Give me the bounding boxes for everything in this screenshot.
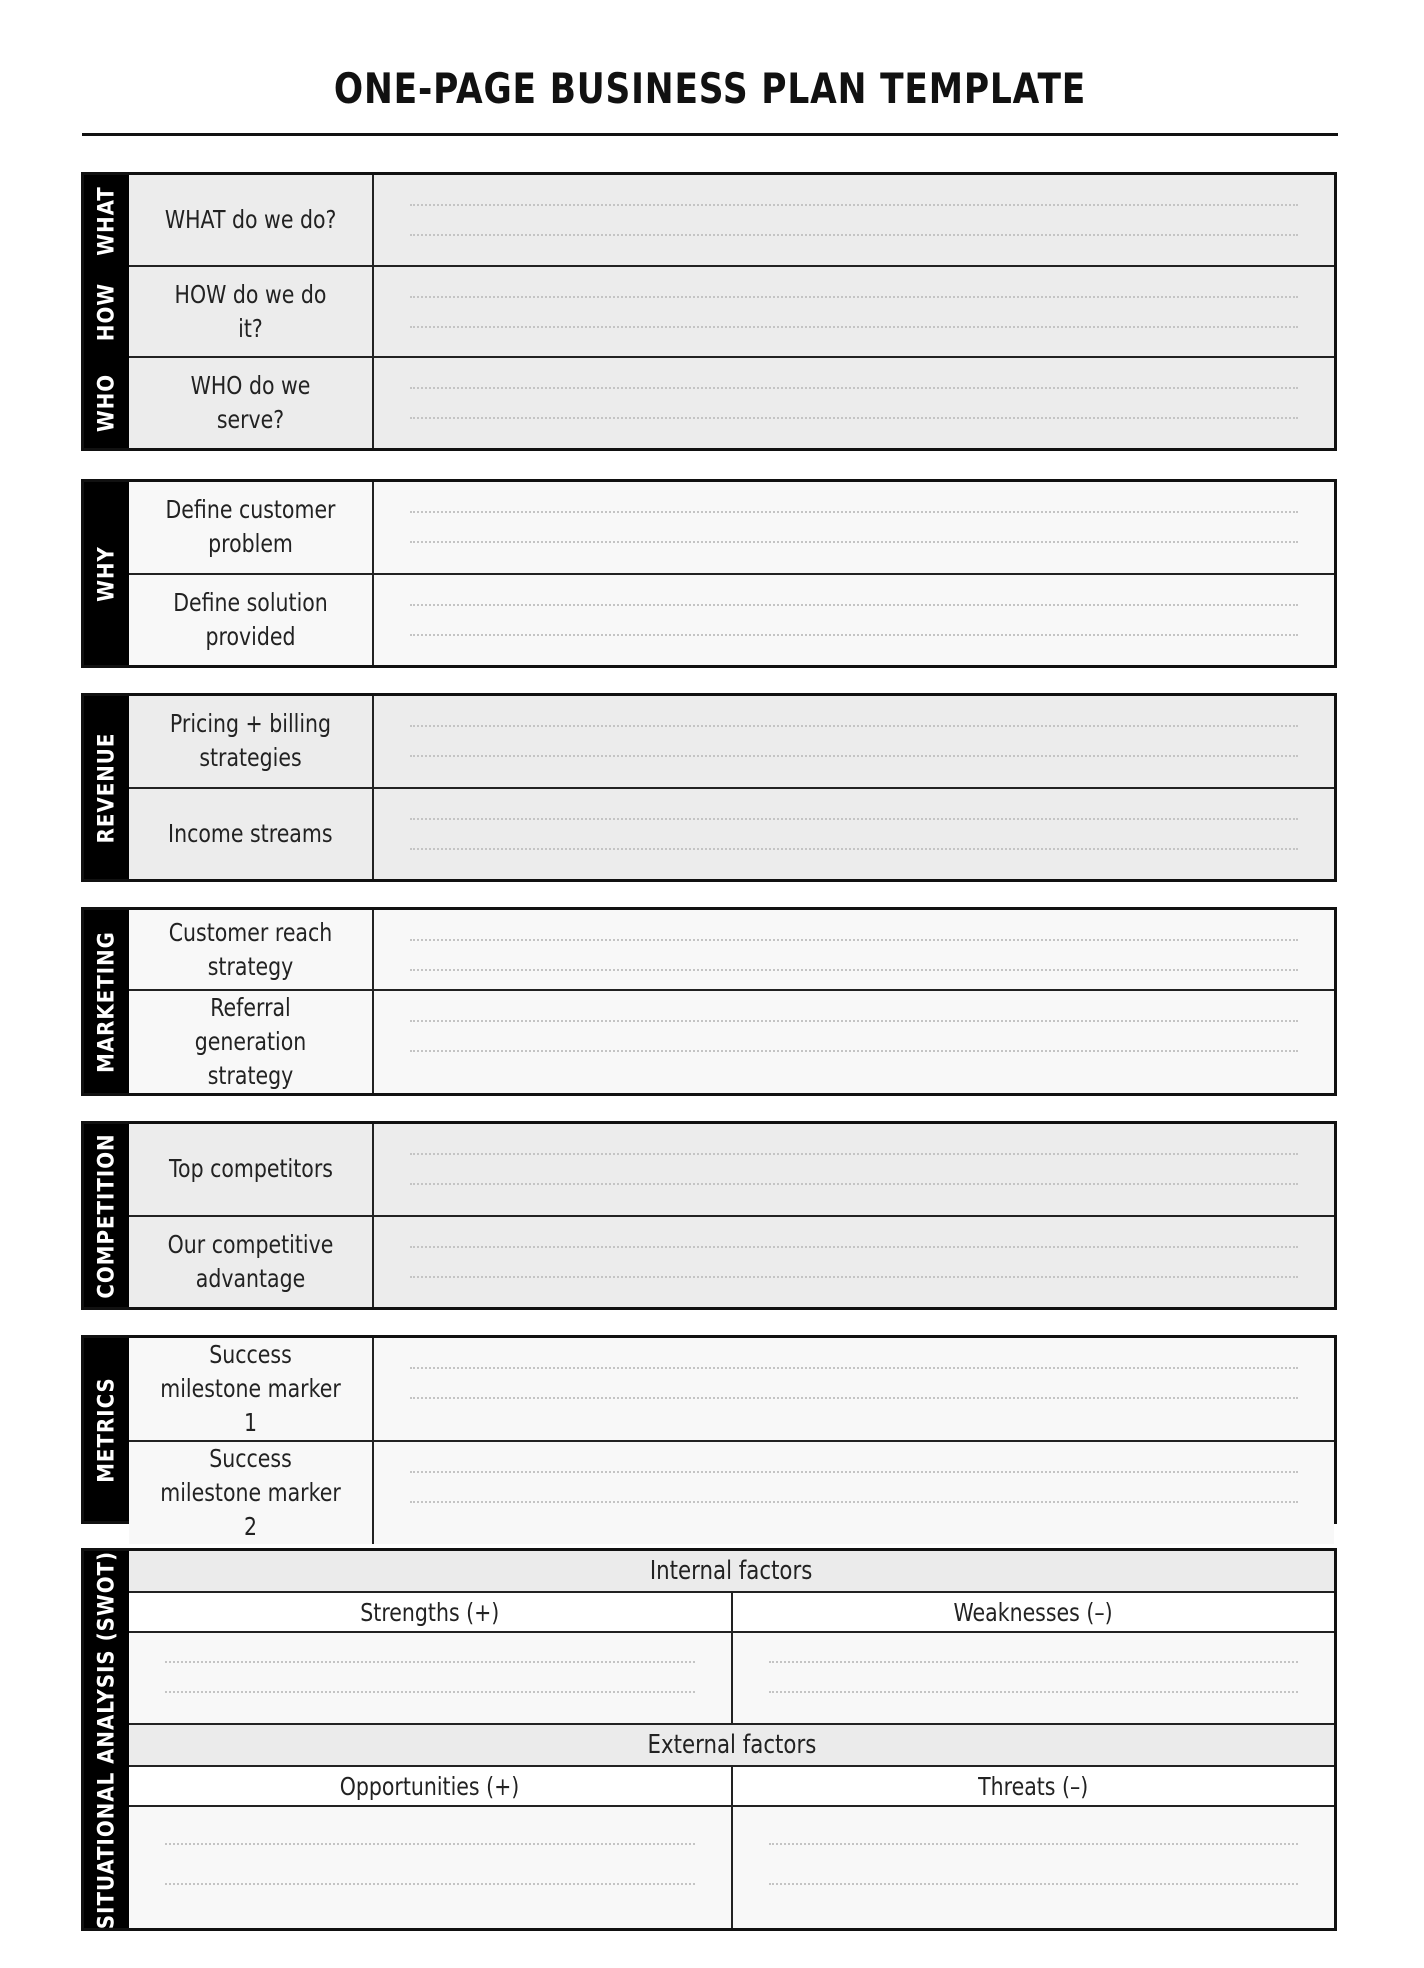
threats-heading: Threats (–)	[978, 1771, 1089, 1801]
row-reach	[129, 910, 1334, 989]
answer-field[interactable]	[374, 696, 1334, 787]
answer-field[interactable]	[374, 1124, 1334, 1215]
row-how	[129, 265, 1334, 357]
row-income	[129, 787, 1334, 880]
strengths-heading: Strengths (+)	[360, 1597, 500, 1627]
answer-field[interactable]	[374, 482, 1334, 573]
revenue-section	[81, 693, 1337, 882]
answer-field[interactable]	[374, 1338, 1334, 1440]
row-label: Customer reach strategy	[168, 917, 333, 981]
row-label: Define customer problem	[165, 495, 336, 559]
row-referral	[129, 989, 1334, 1093]
row-competitors	[129, 1124, 1334, 1215]
answer-field[interactable]	[374, 1442, 1334, 1544]
title-divider	[82, 133, 1338, 136]
competition-section	[81, 1121, 1337, 1310]
section-band: COMPETITION	[84, 1124, 129, 1307]
row-label: WHO do we serve?	[190, 371, 311, 435]
row-milestone-2	[129, 1440, 1334, 1544]
section-band: REVENUE	[84, 696, 129, 879]
answer-field-who[interactable]	[374, 358, 1334, 448]
page-title: ONE-PAGE BUSINESS PLAN TEMPLATE	[333, 64, 1087, 113]
marketing-section	[81, 907, 1337, 1096]
section-band: SITUATIONAL ANALYSIS (SWOT)	[84, 1551, 129, 1928]
band-who: WHO	[94, 373, 119, 432]
internal-factors-heading: Internal factors	[650, 1556, 813, 1586]
what-how-who-section	[81, 172, 1337, 451]
answer-field-how[interactable]	[374, 267, 1334, 357]
row-label: WHAT do we do?	[164, 204, 337, 234]
metrics-section	[81, 1335, 1337, 1541]
row-label: Pricing + billing strategies	[169, 709, 332, 773]
row-pricing	[129, 696, 1334, 787]
section-band: MARKETING	[84, 910, 129, 1093]
row-label: HOW do we do it?	[174, 279, 327, 343]
band-how: HOW	[94, 282, 119, 341]
answer-field[interactable]	[374, 991, 1334, 1093]
row-label: Define solution provided	[173, 587, 328, 651]
row-customer-problem	[129, 482, 1334, 573]
row-advantage	[129, 1215, 1334, 1308]
threats-field[interactable]	[733, 1807, 1335, 1928]
opportunities-field[interactable]	[129, 1807, 733, 1928]
answer-field[interactable]	[374, 910, 1334, 989]
row-label: Success milestone marker 2	[160, 1444, 341, 1541]
band-what: WHAT	[94, 185, 119, 256]
why-section	[81, 479, 1337, 668]
weaknesses-heading: Weaknesses (–)	[953, 1597, 1113, 1627]
row-label: Income streams	[168, 818, 333, 848]
row-solution	[129, 573, 1334, 666]
row-label: Top competitors	[168, 1154, 333, 1184]
row-what	[129, 175, 1334, 265]
row-milestone-1	[129, 1338, 1334, 1440]
strengths-field[interactable]	[129, 1633, 733, 1723]
row-who	[129, 356, 1334, 448]
section-band	[84, 175, 129, 448]
answer-field[interactable]	[374, 575, 1334, 666]
answer-field[interactable]	[374, 1217, 1334, 1308]
section-band: WHY	[84, 482, 129, 665]
opportunities-heading: Opportunities (+)	[339, 1771, 520, 1801]
swot-section	[81, 1548, 1337, 1931]
section-band: METRICS	[84, 1338, 129, 1521]
weaknesses-field[interactable]	[733, 1633, 1335, 1723]
answer-field-what[interactable]	[374, 175, 1334, 265]
row-label: Referral generation strategy	[194, 993, 307, 1090]
answer-field[interactable]	[374, 789, 1334, 880]
row-label: Success milestone marker 1	[160, 1340, 341, 1437]
external-factors-heading: External factors	[647, 1730, 816, 1760]
row-label: Our competitive advantage	[167, 1229, 334, 1293]
